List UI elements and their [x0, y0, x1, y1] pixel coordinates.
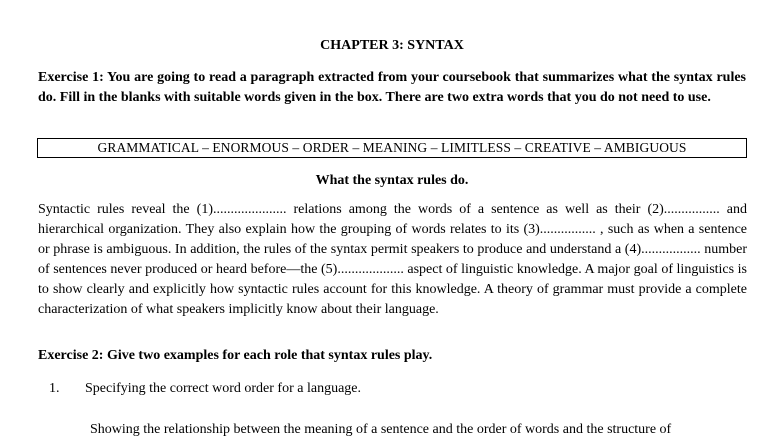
section-title: What the syntax rules do.: [315, 173, 469, 188]
exercise-1-instructions: Exercise 1: You are going to read a paragraph extracted from your coursebook that summarizes what the syntax rules do. Fill in the blanks with suitable words given in the box. There are two extra words that you do not need to use.: [38, 70, 746, 105]
word-box: GRAMMATICAL – ENORMOUS – ORDER – MEANING – LIMITLESS – CREATIVE – AMBIGUOUS: [37, 138, 747, 158]
list-item-text: Specifying the correct word order for a language.: [85, 381, 361, 396]
cut-off-text: Showing the relationship between the meaning of a sentence and the order of words and the structure of: [90, 422, 672, 437]
list-item: [49, 381, 361, 397]
chapter-title: CHAPTER 3: SYNTAX: [320, 38, 464, 53]
cut-off-text-line: [90, 422, 746, 443]
fill-in-paragraph: Syntactic rules reveal the (1)..................... relations among the words of a sentence as well as their (2)................ and hierarchical organization. They also explain how the grouping of words relates to its (3)................ , such as when a sentence or phrase is ambiguous. In addition, the rules of the syntax permit speakers to produce and understand a (4)................. number of sentences never produced or heard before—the (5)................... aspect of linguistic knowledge. A major goal of linguistics is to show clearly and explicitly how syntactic rules account for this knowledge. A theory of grammar must provide a complete characterization of what speakers implicitly know about their language.: [38, 202, 747, 317]
exercise-2-instructions: Exercise 2: Give two examples for each role that syntax rules play.: [38, 348, 433, 363]
list-item-number: 1.: [49, 381, 60, 396]
